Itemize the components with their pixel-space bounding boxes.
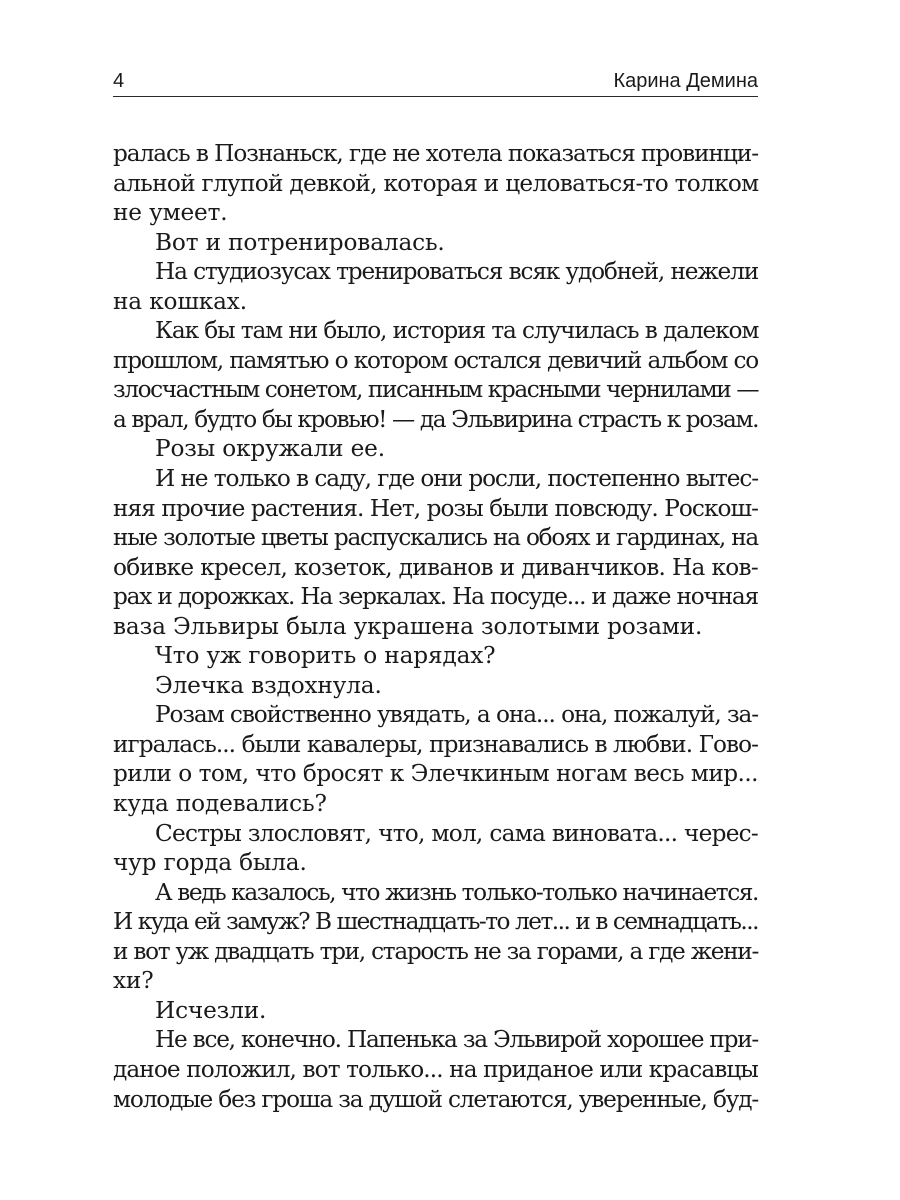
text-line: А ведь казалось, что жизнь только-только начинается. (155, 878, 758, 906)
text-line: не умеет. (113, 199, 228, 227)
text-line: ралась в Познаньск, где не хотела показаться провинци- (113, 140, 758, 167)
text-line: Что уж говорить о нарядах? (155, 642, 496, 670)
author-name: Карина Демина (613, 70, 758, 92)
text-line: ные золотые цветы распускались на обоях и гардинах, на (113, 524, 758, 552)
text-line: Исчезли. (155, 996, 267, 1024)
text-line: Розам свойственно увядать, а она... она, пожалуй, за- (155, 701, 758, 729)
body-text (113, 139, 758, 1114)
text-line: и вот уж двадцать три, старость не за горами, а где жени- (113, 937, 758, 965)
text-line: И не только в саду, где они росли, постепенно вытес- (155, 465, 758, 493)
text-line: Элечка вздохнула. (155, 671, 382, 699)
text-line: обивке кресел, козеток, диванов и диванчиков. На ков- (113, 553, 758, 581)
text-line: ваза Эльвиры была украшена золотыми розами. (113, 612, 703, 640)
text-line: на кошках. (113, 287, 247, 315)
text-line: Как бы там ни было, история та случилась в далеком (155, 317, 759, 345)
page-number: 4 (113, 70, 125, 92)
text-line: Вот и потренировалась. (155, 228, 445, 256)
text-line: куда подевались? (113, 790, 327, 818)
text-line: альной глупой девкой, которая и целоваться-то толком (113, 169, 759, 197)
text-line: рили о том, что бросят к Элечкиным ногам весь мир... (113, 760, 758, 788)
text-line: злосчастным сонетом, писанным красными чернилами — (113, 376, 759, 404)
text-line: няя прочие растения. Нет, розы были повсюду. Роскош- (113, 494, 758, 522)
running-head (113, 66, 758, 97)
text-line: чур горда была. (113, 849, 307, 877)
text-line: хи? (113, 967, 154, 995)
text-line: прошлом, памятью о котором остался девичий альбом со (113, 346, 758, 374)
text-line: молодые без гроша за душой слетаются, уверенные, буд- (113, 1085, 759, 1113)
text-line: а врал, будто бы кровью! — да Эльвирина страсть к розам. (113, 405, 759, 433)
text-line: рах и дорожках. На зеркалах. На посуде... и даже ночная (113, 583, 758, 611)
text-line: Розы окружали ее. (155, 435, 385, 463)
text-line: Сестры злословят, что, мол, сама виновата... черес- (155, 819, 758, 847)
text-line: И куда ей замуж? В шестнадцать-то лет... и в семнадцать... (113, 908, 758, 936)
text-line: На студиозусах тренироваться всяк удобней, нежели (155, 258, 758, 286)
text-line: Не все, конечно. Папенька за Эльвирой хорошее при- (155, 1026, 758, 1054)
text-line: даное положил, вот только... на приданое или красавцы (113, 1055, 758, 1083)
text-line: игралась... были кавалеры, признавались в любви. Гово- (113, 730, 758, 758)
